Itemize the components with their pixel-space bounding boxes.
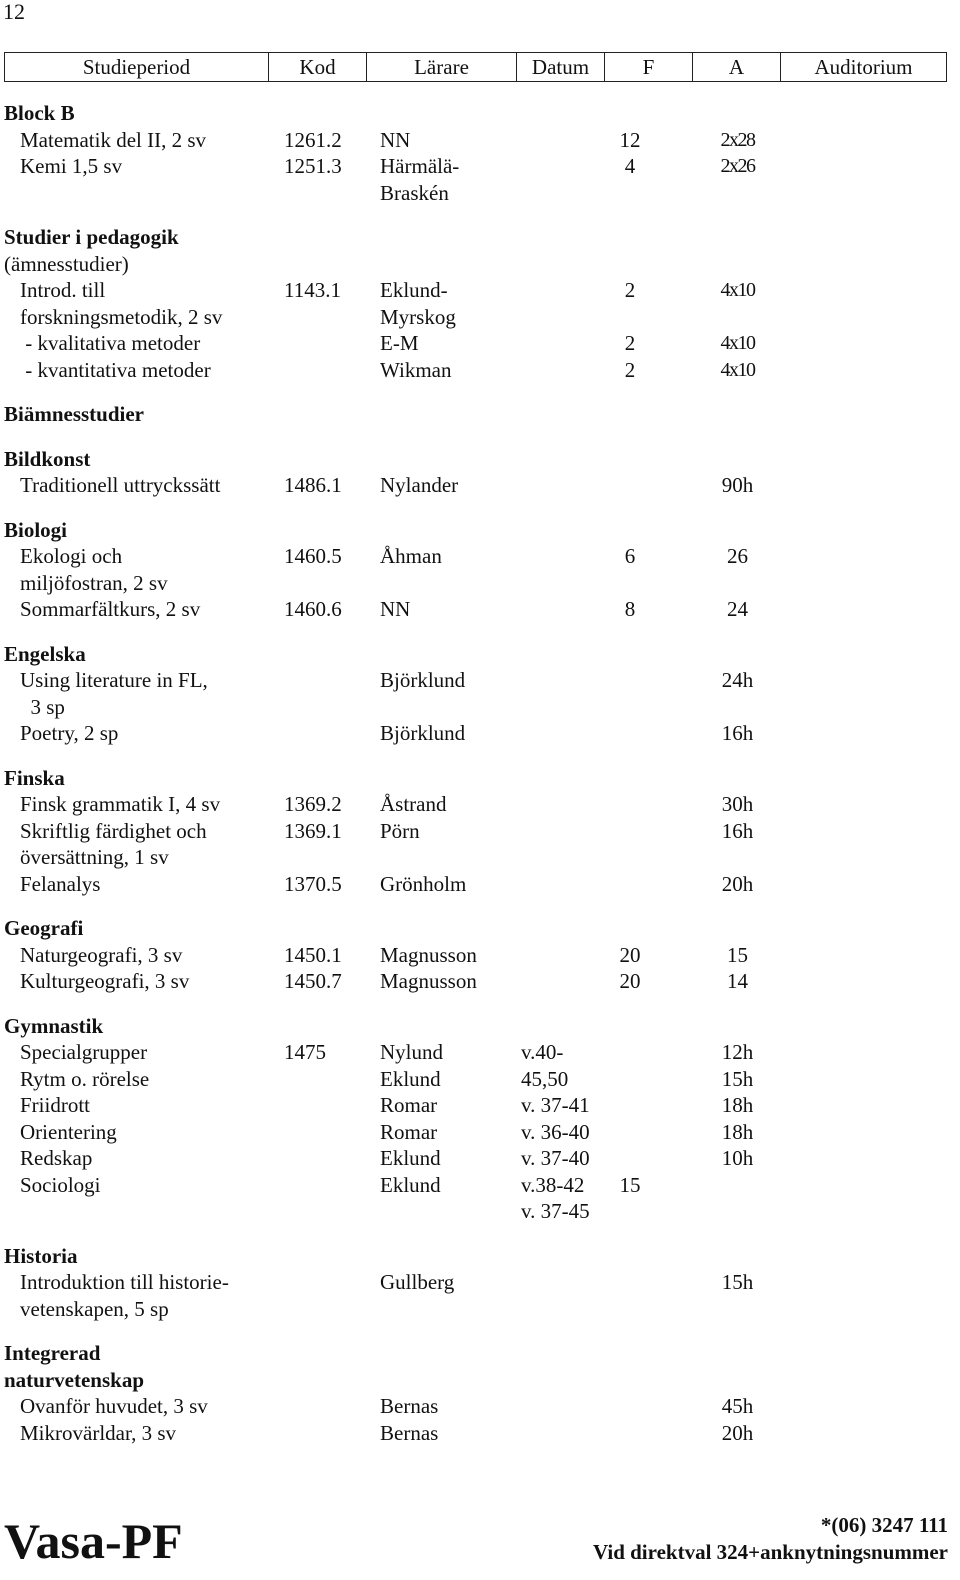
course-teacher — [380, 1039, 520, 1066]
course-a: 4x10 — [720, 332, 755, 354]
course-teacher — [380, 153, 520, 206]
course-f: 20 — [619, 942, 641, 967]
section — [0, 915, 960, 995]
course-name — [20, 1119, 278, 1146]
course-teacher-line: Nylund — [380, 1040, 443, 1064]
course-teacher-line: Åhman — [380, 544, 442, 568]
course-teacher-line: Magnusson — [380, 942, 477, 967]
course-code: 1369.1 — [284, 818, 342, 843]
header-code: Kod — [269, 53, 367, 81]
course-row — [0, 667, 960, 720]
course-name-line: Ekologi och — [20, 544, 123, 568]
course-teacher — [380, 667, 520, 694]
section — [0, 641, 960, 747]
course-row — [0, 968, 960, 995]
course-row — [0, 871, 960, 898]
course-name-line: Traditionell uttryckssätt — [20, 473, 221, 497]
course-name-line: - kvalitativa metoder — [20, 331, 201, 355]
course-row — [0, 277, 960, 330]
page-number: 12 — [3, 0, 25, 24]
course-name-line: Kulturgeografi, 3 sv — [20, 969, 190, 993]
course-name — [20, 1172, 278, 1199]
course-a: 15h — [721, 1066, 754, 1091]
course-name — [20, 153, 278, 180]
course-a: 14 — [727, 969, 748, 993]
course-name-line: miljöfostran, 2 sv — [20, 570, 168, 595]
course-a: 16h — [721, 818, 754, 843]
course-date — [521, 1039, 616, 1066]
course-teacher-line: Björklund — [380, 721, 466, 745]
course-name-line: forskningsmetodik, 2 sv — [20, 304, 223, 329]
course-name-line: Naturgeografi, 3 sv — [20, 942, 183, 967]
course-name-line: Mikrovärldar, 3 sv — [20, 1420, 177, 1445]
course-teacher-line: Pörn — [380, 818, 420, 843]
course-name — [20, 472, 278, 499]
course-teacher-line: Wikman — [380, 357, 452, 382]
course-teacher — [380, 543, 520, 570]
course-teacher-line: Romar — [380, 1119, 438, 1144]
course-teacher — [380, 357, 520, 384]
course-f: 4 — [624, 154, 636, 178]
course-a: 15h — [721, 1270, 754, 1294]
course-teacher-line: Grönholm — [380, 871, 467, 896]
course-row — [0, 1119, 960, 1146]
course-name-line: Kemi 1,5 sv — [20, 154, 123, 178]
course-name — [20, 330, 278, 357]
course-name — [20, 667, 278, 720]
footer-contact — [593, 1512, 948, 1566]
course-name — [20, 942, 278, 969]
section-title: Gymnastik — [4, 1013, 104, 1038]
course-teacher — [380, 818, 520, 845]
course-f: 2 — [624, 331, 636, 355]
course-name — [20, 277, 278, 330]
section — [0, 401, 960, 428]
course-row — [0, 1145, 960, 1172]
course-teacher-line: Nylander — [380, 473, 459, 497]
course-row — [0, 1269, 960, 1322]
course-name-line: - kvantitativa metoder — [20, 357, 211, 382]
section — [0, 1243, 960, 1323]
course-teacher-line: NN — [380, 127, 411, 152]
course-name-line: Using literature in FL, — [20, 668, 208, 692]
course-row — [0, 596, 960, 623]
course-f: 2 — [624, 278, 636, 302]
course-teacher — [380, 596, 520, 623]
course-teacher-line: E-M — [380, 331, 419, 355]
header-date: Datum — [517, 53, 605, 81]
course-name-line: Redskap — [20, 1146, 93, 1170]
course-row — [0, 1420, 960, 1447]
section-title: Engelska — [4, 641, 86, 666]
course-teacher-line: Bernas — [380, 1420, 439, 1445]
course-teacher-line: Eklund — [380, 1146, 441, 1170]
course-date — [521, 1119, 616, 1146]
section-title: naturvetenskap — [4, 1367, 145, 1392]
course-f: 2 — [624, 357, 636, 382]
course-a: 30h — [721, 792, 754, 816]
section-title: Biologi — [4, 517, 68, 542]
course-code: 1450.7 — [284, 969, 342, 993]
course-a: 18h — [721, 1119, 754, 1144]
course-list — [0, 100, 960, 1464]
course-name-line: Poetry, 2 sp — [20, 721, 119, 745]
course-teacher — [380, 472, 520, 499]
course-date — [521, 1066, 616, 1093]
course-a: 18h — [721, 1093, 754, 1117]
course-name — [20, 1393, 278, 1420]
course-teacher — [380, 1092, 520, 1119]
course-code: 1369.2 — [284, 792, 342, 816]
course-teacher-line: Eklund- — [380, 278, 448, 302]
course-name-line: vetenskapen, 5 sp — [20, 1296, 169, 1321]
course-date-line: v. 37-40 — [521, 1146, 590, 1170]
section-title: (ämnesstudier) — [4, 251, 129, 276]
footer-direct: Vid direktval 324+anknytningsnummer — [592, 1540, 948, 1564]
course-code: 1486.1 — [284, 473, 342, 497]
course-code: 1251.3 — [284, 154, 342, 178]
course-teacher-line: Eklund — [380, 1066, 441, 1091]
course-name — [20, 968, 278, 995]
course-teacher-line: Magnusson — [380, 969, 477, 993]
course-teacher-line: Romar — [380, 1093, 438, 1117]
course-teacher-line: Åstrand — [380, 792, 447, 816]
course-name-line: 3 sp — [20, 694, 65, 719]
course-f: 20 — [619, 969, 641, 993]
course-name — [20, 1420, 278, 1447]
course-teacher — [380, 1145, 520, 1172]
course-name — [20, 818, 278, 871]
header-f: F — [605, 53, 693, 81]
course-name-line: Skriftlig färdighet och — [20, 818, 207, 843]
course-a: 24 — [727, 597, 748, 621]
course-name — [20, 127, 278, 154]
course-teacher — [380, 968, 520, 995]
course-teacher — [380, 1119, 520, 1146]
course-date — [521, 1092, 616, 1119]
section — [0, 1013, 960, 1225]
course-row — [0, 1039, 960, 1066]
table-header — [4, 52, 947, 82]
course-f: 15 — [619, 1172, 641, 1197]
course-code: 1143.1 — [284, 278, 341, 302]
course-code: 1460.5 — [284, 544, 342, 568]
course-a: 4x10 — [720, 358, 755, 381]
course-teacher-line: Björklund — [380, 668, 466, 692]
course-teacher — [380, 871, 520, 898]
course-name — [20, 543, 278, 596]
header-teacher: Lärare — [367, 53, 517, 81]
course-teacher — [380, 791, 520, 818]
course-a: 12h — [721, 1040, 754, 1064]
course-row — [0, 1092, 960, 1119]
course-teacher — [380, 127, 520, 154]
course-a: 20h — [721, 1420, 754, 1445]
course-teacher — [380, 1066, 520, 1093]
course-f: 8 — [624, 597, 636, 621]
course-row — [0, 720, 960, 747]
course-date-line: v. 37-41 — [521, 1093, 590, 1117]
course-date-line: v. 36-40 — [521, 1119, 590, 1144]
course-a: 16h — [721, 721, 754, 745]
course-teacher — [380, 720, 520, 747]
course-name-line: Friidrott — [20, 1093, 91, 1117]
course-row — [0, 942, 960, 969]
section — [0, 765, 960, 898]
course-teacher — [380, 1269, 520, 1296]
course-name-line: Orientering — [20, 1119, 117, 1144]
section-title: Bildkonst — [4, 446, 91, 471]
course-a: 10h — [721, 1146, 754, 1170]
course-a: 2x26 — [720, 155, 755, 177]
course-code: 1460.6 — [284, 597, 342, 621]
course-a: 26 — [727, 544, 748, 568]
course-name-line: Rytm o. rörelse — [20, 1066, 150, 1091]
course-a: 24h — [721, 668, 754, 692]
course-row — [0, 472, 960, 499]
course-row — [0, 1066, 960, 1093]
course-row — [0, 357, 960, 384]
course-name — [20, 1269, 278, 1322]
section — [0, 224, 960, 383]
course-code: 1261.2 — [284, 127, 342, 152]
course-name-line: Finsk grammatik I, 4 sv — [20, 792, 221, 816]
course-date-line: v. 37-45 — [521, 1199, 590, 1223]
course-a: 4x10 — [720, 279, 755, 301]
course-teacher — [380, 942, 520, 969]
course-row — [0, 818, 960, 871]
course-row — [0, 1172, 960, 1225]
course-f: 12 — [619, 127, 641, 152]
course-a: 2x28 — [720, 128, 755, 151]
course-name-line: Ovanför huvudet, 3 sv — [20, 1394, 208, 1418]
course-teacher — [380, 277, 520, 330]
course-date-line: v.38-42 — [521, 1172, 585, 1197]
course-teacher-line: Bernas — [380, 1394, 439, 1418]
course-row — [0, 791, 960, 818]
section-title: Block B — [4, 101, 75, 125]
course-code: 1370.5 — [284, 871, 342, 896]
course-row — [0, 543, 960, 596]
course-name — [20, 871, 278, 898]
section — [0, 1340, 960, 1446]
course-teacher-line: Myrskog — [380, 304, 456, 329]
course-name-line: Sommarfältkurs, 2 sv — [20, 597, 201, 621]
section — [0, 517, 960, 623]
course-name-line: Specialgrupper — [20, 1040, 148, 1064]
course-date — [521, 1145, 616, 1172]
course-name-line: Introduktion till historie- — [20, 1270, 229, 1294]
course-row — [0, 1393, 960, 1420]
course-name — [20, 720, 278, 747]
course-f: 6 — [624, 544, 636, 568]
course-name — [20, 1039, 278, 1066]
course-teacher-line: Gullberg — [380, 1270, 455, 1294]
course-name-line: Matematik del II, 2 sv — [20, 127, 207, 152]
course-name — [20, 1145, 278, 1172]
section — [0, 100, 960, 206]
course-a: 20h — [721, 871, 754, 896]
course-name — [20, 1092, 278, 1119]
course-row — [0, 153, 960, 206]
course-teacher-line: Eklund — [380, 1172, 441, 1197]
section-title: Finska — [4, 765, 65, 790]
course-name-line: Introd. till — [20, 278, 106, 302]
course-name — [20, 596, 278, 623]
course-teacher — [380, 1172, 520, 1199]
course-a: 90h — [721, 473, 754, 497]
header-auditorium: Auditorium — [814, 54, 913, 79]
course-a: 45h — [721, 1394, 754, 1418]
section-title: Historia — [4, 1243, 78, 1268]
course-code: 1475 — [284, 1040, 326, 1064]
course-name — [20, 1066, 278, 1093]
section-title: Biämnesstudier — [4, 402, 145, 426]
course-date-line: v.40- — [521, 1040, 564, 1064]
header-a: A — [693, 53, 781, 81]
course-code: 1450.1 — [284, 942, 342, 967]
course-name-line: översättning, 1 sv — [20, 845, 169, 869]
course-teacher — [380, 1420, 520, 1447]
course-name — [20, 791, 278, 818]
section-title: Studier i pedagogik — [4, 225, 179, 249]
course-name — [20, 357, 278, 384]
course-row — [0, 330, 960, 357]
footer-logo: Vasa-PF — [4, 1513, 183, 1569]
course-date — [521, 1172, 616, 1225]
course-row — [0, 127, 960, 154]
course-teacher — [380, 1393, 520, 1420]
course-name-line: Felanalys — [20, 871, 101, 896]
course-teacher-line: Härmälä- — [380, 154, 460, 178]
footer-phone: *(06) 3247 111 — [820, 1513, 948, 1537]
course-a: 15 — [727, 942, 748, 967]
course-teacher-line: Braskén — [380, 180, 449, 205]
course-teacher-line: NN — [380, 597, 411, 621]
course-date-line: 45,50 — [521, 1066, 569, 1091]
section — [0, 446, 960, 499]
section-title: Integrerad — [4, 1341, 101, 1365]
section-title: Geografi — [4, 916, 84, 940]
course-teacher — [380, 330, 520, 357]
course-name-line: Sociologi — [20, 1172, 101, 1197]
header-period: Studieperiod — [5, 53, 269, 81]
